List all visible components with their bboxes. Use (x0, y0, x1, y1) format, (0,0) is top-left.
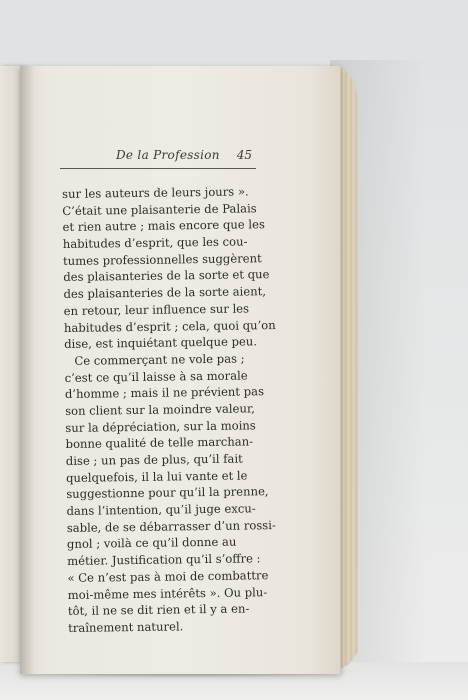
body-text (62, 183, 276, 636)
text-line: métier. Justification qu’il s’offre : (67, 551, 261, 569)
text-line: c’est ce qu’il laisse à sa morale (64, 367, 248, 385)
text-line: « Ce n’est pas à moi de combattre (67, 567, 269, 585)
text-line: tumes professionnelles suggèrent (62, 250, 262, 268)
running-title: De la Profession (116, 148, 220, 162)
text-line: tôt, il ne se dit rien et il y a en- (67, 601, 250, 619)
text-line: son client sur la moindre valeur, (65, 401, 255, 418)
running-head (60, 148, 256, 169)
text-line: quelquefois, il la lui vante et le (65, 468, 248, 485)
text-line: des plaisanteries de la sorte aient, (63, 284, 267, 302)
text-line: sur la dépréciation, sur la moins (65, 417, 256, 435)
text-line: d’homme ; mais il ne prévient pas (64, 384, 265, 402)
text-line: traînement naturel. (68, 619, 184, 635)
text-line: Ce commerçant ne vole pas ; (74, 351, 245, 368)
text-line: habitudes d’esprit ; cela, quoi qu’on (63, 317, 276, 335)
text-line: sur les auteurs de leurs jours ». (62, 184, 249, 201)
text-line: habitudes d’esprit, que les cou- (62, 234, 248, 252)
text-line: en retour, leur influence sur les (63, 301, 250, 318)
text-line: des plaisanteries de la sorte et que (63, 267, 270, 285)
page-number: 45 (236, 148, 252, 162)
text-line: dans l’intention, qu’il juge excu- (66, 501, 256, 519)
text-line: bonne qualité de telle marchan- (65, 434, 254, 452)
text-line: C’était une plaisanterie de Palais (62, 200, 257, 218)
text-line: moi-même mes intérêts ». Ou plu- (67, 584, 268, 602)
text-line: dise ; un pas de plus, qu’il fait (65, 451, 243, 468)
text-line: et rien autre ; mais encore que les (62, 217, 265, 235)
text-line: gnol ; voilà ce qu’il donne au (66, 535, 237, 552)
page-gutter (20, 66, 34, 674)
text-line: dise, est inquiétant quelque peu. (64, 334, 258, 352)
text-line: suggestionne pour qu’il la prenne, (66, 484, 269, 502)
text-line: sable, de se débarrasser d’un rossi- (66, 517, 276, 535)
